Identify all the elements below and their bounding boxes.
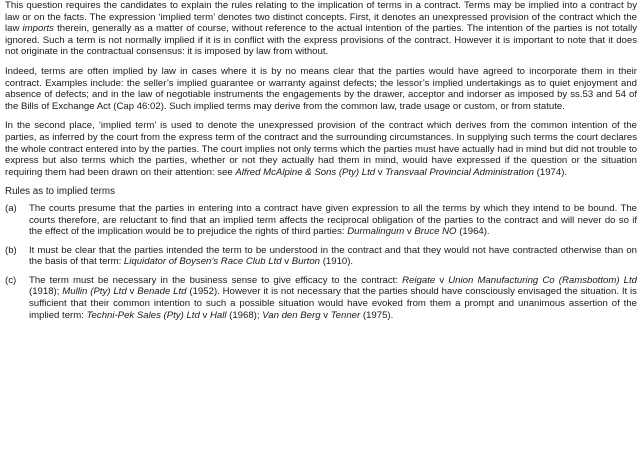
rule-text [29,245,637,268]
case-name: imports [22,23,54,35]
case-name: Transvaal Provincial Administration [385,166,535,178]
rule-item-b [5,245,637,268]
rule-item-a [5,203,637,238]
text-run: In the second place, ‘implied term’ is used to denote the unexpressed provision of the contract which derives from the common intention of the parties, as inferred by the court from the express term of the contract and the surrounding circumstances. In supplying such terms the court declares the whole contract entered into by the parties. The court implies not only terms which the parties must have actually had in mind but did not trouble to express but also terms which the parties, whether or not they actually had them in mind, would have expressed if the question or the situation requiring them had been drawn on their attention: see [5,120,637,178]
text-run: The term must be necessary in the business sense to give efficacy to the contract: [29,274,403,286]
document-body [5,0,637,328]
case-name: Techni-Pek Sales (Pty) Ltd [86,309,200,321]
text-run: The courts presume that the parties in entering into a contract have given expression to all the terms by which they intend to be bound. The courts therefore, are reluctant to find that an implied term affects the reciprocal obligation of the parties to the contract and will never do so if the effect of the implication would be to prejudice the rights of third parties: [29,202,637,238]
case-name: Hall [209,309,227,321]
case-name: Benade Ltd [137,286,187,298]
case-name: Liquidator of Boysen’s Race Club Ltd [123,256,282,268]
rule-label: (b) [5,244,17,256]
text-run: therein, generally as a matter of course, without reference to the actual intention of the parties. The intention of the parties is not totally ignored. Such a term is not normally implied if it is in conflict with the express provisions of the contract. However it is important to note that it does not originate in the contractual consensus: it is imposed by law from without. [5,23,638,58]
text-run: (1964). [456,226,490,238]
paragraph-3 [5,120,637,178]
text-run: v [435,274,449,286]
case-name: Van den Berg [262,309,321,321]
text-run: v [126,286,138,298]
case-name: Burton [291,256,321,268]
text-run: It must be clear that the parties intended the term to be understood in the contract and that they would not have contracted otherwise than on the basis of that term: [29,244,637,268]
case-name: Tenner [330,309,361,321]
text-run: (1918); [29,286,63,298]
text-run: (1968); [226,309,263,321]
text-run: This question requires the candidates to explain the rules relating to the implication of terms in a contract. Terms may be implied into a contract by law or on the facts. The expression ‘implied term’ denotes two distinct concepts. First, it denotes an unexpressed provision of the contract which the law [5,0,637,35]
case-name: Union Manufacturing Co (Ramsbottom) Ltd [448,274,637,286]
text-run: (1974). [534,166,568,178]
case-name: Mullin (Pty) Ltd [62,286,127,298]
rule-item-c [5,275,637,321]
case-name: Alfred McAlpine & Sons (Pty) Ltd [235,166,376,178]
text-run: v [404,226,415,238]
text-run: v [199,309,210,321]
text-run: (1910). [320,256,354,268]
text-run: (1952). However it is not necessary that the parties should have consciously envisaged the situation. It is sufficient that their common intention to such a possible situation would have evoked from them a prompt and unanimous assertion of the implied term: [29,286,637,321]
rule-text [29,275,637,321]
case-name: Reigate [402,274,436,286]
paragraph-1 [5,0,637,58]
text-run: v [320,309,331,321]
rule-label: (c) [5,274,17,286]
section-heading: Rules as to implied terms [5,186,115,198]
rule-text [29,203,637,238]
case-name: Bruce NO [414,226,457,238]
paragraph-2 [5,66,637,112]
text-run: (1975). [360,309,394,321]
text-run: v [375,166,386,178]
text-run: Indeed, terms are often implied by law in cases where it is by no means clear that the parties would have agreed to incorporate them in their contract. Examples include: the seller’s implied guarantee or warranty against defects; the lessor’s implied undertakings as to quiet enjoyment and absence of defects; and in the law of negotiable instruments the engagements by the drawer, acceptor and indorser as imposed by ss.53 and 54 of the Bills of Exchange Act (Cap 46:02). Such implied terms may derive from the common law, trade usage or custom, or from statute. [5,65,637,112]
case-name: Durmalingum [347,226,405,238]
rule-label: (a) [5,202,17,214]
text-run: v [281,256,292,268]
